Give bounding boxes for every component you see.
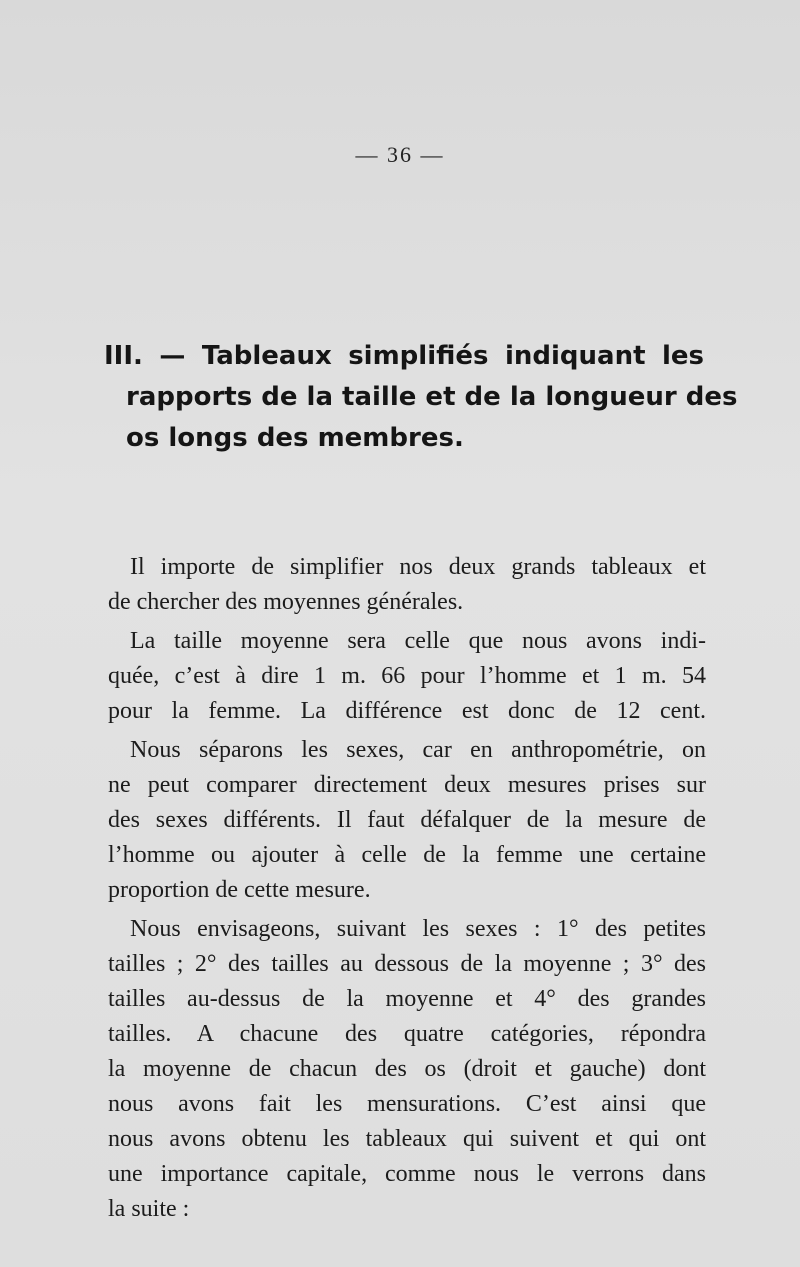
heading-line-2: rapports de la taille et de la longueur des bbox=[126, 382, 738, 412]
body-text bbox=[108, 550, 706, 1231]
paragraph-line: Il importe de simplifier nos deux grands tableaux et bbox=[130, 554, 706, 580]
paragraph-line: Nous séparons les sexes, car en anthropométrie, on bbox=[130, 737, 706, 763]
paragraph-line: La taille moyenne sera celle que nous avons indi- bbox=[130, 628, 706, 654]
paragraph-1 bbox=[108, 550, 706, 620]
paragraph-line: la moyenne de chacun des os (droit et gauche) dont bbox=[108, 1056, 706, 1082]
paragraph-3 bbox=[108, 733, 706, 908]
paragraph-line: tailles ; 2° des tailles au dessous de la moyenne ; 3° des bbox=[108, 951, 706, 977]
paragraph-line: pour la femme. La différence est donc de 12 cent. bbox=[108, 698, 706, 724]
paragraph-line: tailles. A chacune des quatre catégories, répondra bbox=[108, 1021, 706, 1047]
paragraph-line: proportion de cette mesure. bbox=[108, 877, 371, 903]
paragraph-2 bbox=[108, 624, 706, 729]
paragraph-line: quée, c’est à dire 1 m. 66 pour l’homme et 1 m. 54 bbox=[108, 663, 706, 689]
paragraph-line: ne peut comparer directement deux mesures prises sur bbox=[108, 772, 706, 798]
page-number: — 36 — bbox=[355, 142, 445, 167]
section-heading bbox=[104, 336, 738, 459]
paragraph-line: Nous envisageons, suivant les sexes : 1° des petites bbox=[130, 916, 706, 942]
paragraph-line: tailles au-dessus de la moyenne et 4° des grandes bbox=[108, 986, 706, 1012]
paragraph-line: nous avons obtenu les tableaux qui suivent et qui ont bbox=[108, 1126, 706, 1152]
paragraph-line: nous avons fait les mensurations. C’est ainsi que bbox=[108, 1091, 706, 1117]
paragraph-line: de chercher des moyennes générales. bbox=[108, 589, 464, 615]
paragraph-line: l’homme ou ajouter à celle de la femme une certaine bbox=[108, 842, 706, 868]
paragraph-line: la suite : bbox=[108, 1196, 190, 1222]
heading-line-3: os longs des membres. bbox=[126, 423, 464, 453]
paragraph-line: une importance capitale, comme nous le verrons dans bbox=[108, 1161, 706, 1187]
heading-line-1: III. — Tableaux simplifiés indiquant les bbox=[104, 341, 704, 371]
paragraph-line: des sexes différents. Il faut défalquer de la mesure de bbox=[108, 807, 706, 833]
paragraph-4 bbox=[108, 912, 706, 1227]
